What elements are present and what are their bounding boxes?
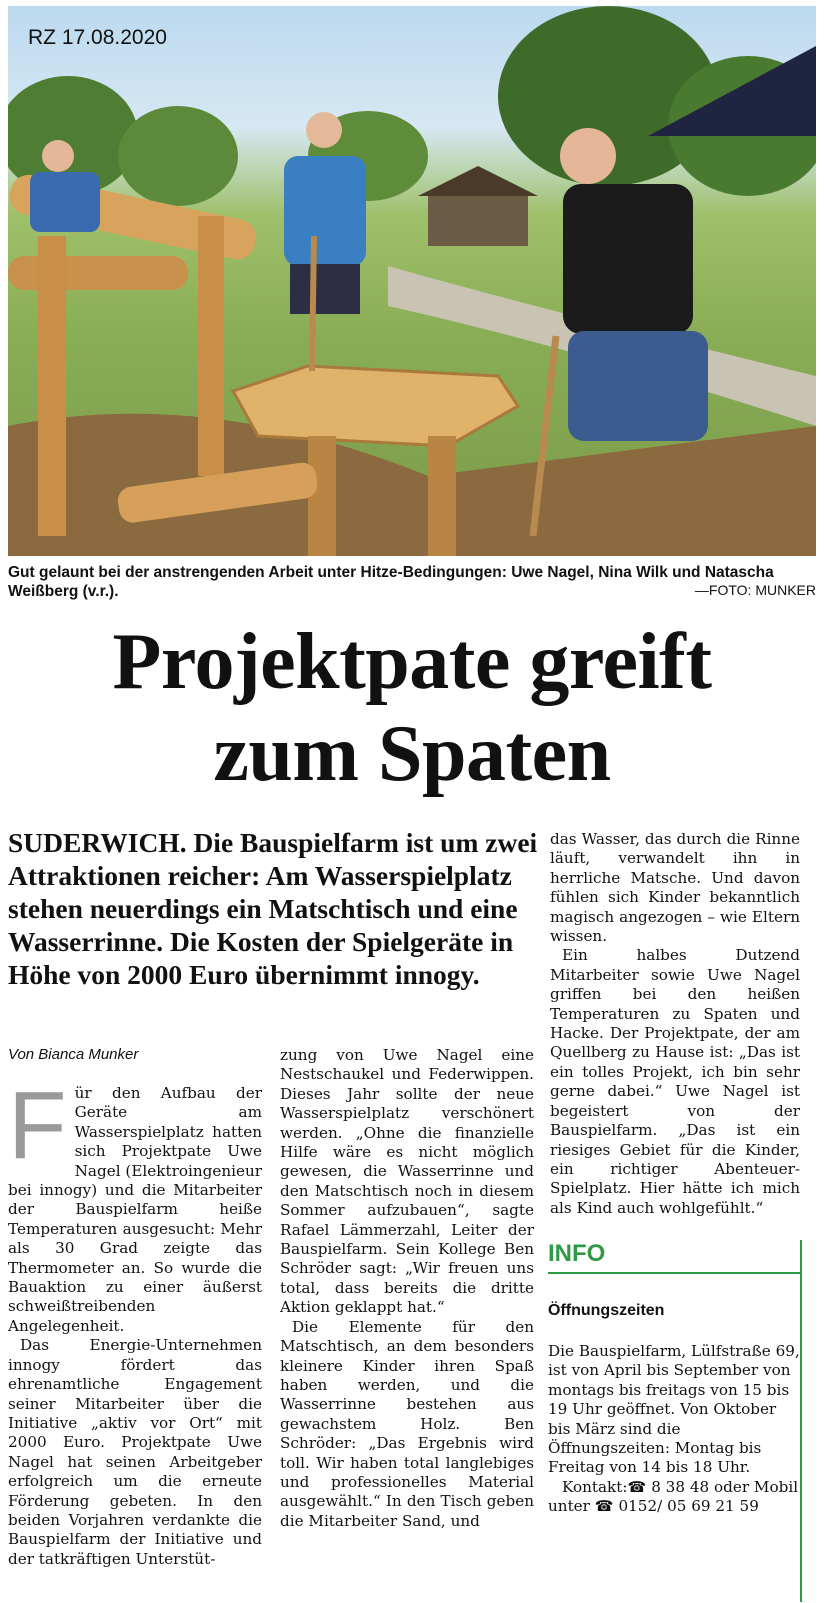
paragraph: Ein halbes Dutzend Mitarbeiter sowie Uwe Nagel griffen bei den heißen Temperaturen zu Spaten und Hacke. Der Projektpate, der am Quellberg zu Hause ist: „Das ist ein tolles Projekt, ich bin sehr gerne dabei.“ Uwe Nagel ist begeistert von der Bauspielfarm. „Das ist ein riesiges Gebiet für die Kinder, ein richtiger Abenteuer-Spielplatz. Hier hätte ich mich als Kind auch wohlgefühlt.“ [550,946,800,1217]
photo-caption: Gut gelaunt bei der anstrengenden Arbeit unter Hitze-Bedingungen: Uwe Nagel, Nina Wilk und Natascha Weißberg (v.r.). [8,564,774,600]
paragraph: zung von Uwe Nagel eine Nestschaukel und Federwippen. Dieses Jahr sollte der neue Wasserspielplatz verschönert werden. „Ohne die finanzielle Hilfe wäre es nicht möglich gewesen, die Wasserrinne und den Matschtisch noch in diesem Sommer aufzubauen“, sagte Rafael Lämmerzahl, Leiter der Bauspielfarm. Sein Kollege Ben Schröder sagt: „Wir freuen uns total, dass bereits die dritte Aktion geklappt hat.“ [280,1046,534,1317]
byline: Von Bianca Munker [8,1046,139,1063]
lead-paragraph: SUDERWICH. Die Bauspielfarm ist um zwei Attraktionen reicher: Am Wasserspielplatz stehen neuerdings ein Matschtisch und eine Wasserrinne. Die Kosten der Spielgeräte in Höhe von 2000 Euro übernimmt innogy. [8,827,538,990]
article-column-1 [8,1072,262,1569]
info-subtitle: Öffnungszeiten [548,1302,665,1319]
info-body [548,1342,800,1517]
info-box [548,1240,802,1602]
headline-line-1: Projektpate greift [112,618,712,706]
paragraph: Das Energie-Unternehmen innogy fördert das ehrenamtliche Engagement seiner Mitarbeiter über die Initiative „aktiv vor Ort“ mit 2000 Euro. Projektpate Uwe Nagel hat seinen Arbeitgeber erfolgreich um die erneute Förderung gebeten. In den beiden Vorjahren verdankte die Bauspielfarm der Initiative und der tatkräftigen Unterstüt- [8,1336,262,1568]
article-photo [8,6,816,556]
date-stamp: RZ 17.08.2020 [28,26,167,49]
info-title: INFO [548,1240,800,1274]
paragraph-text: ür den Aufbau der Geräte am Wasserspielplatz hatten sich Projektpate Uwe Nagel (Elektroingenieur bei innogy) und die Mitarbeiter der Bauspielfarm heiße Temperaturen ausgesucht: Mehr als 30 Grad zeigte das Thermometer an. So wurde die Bauaktion zu einer äußerst schweißtreibenden Angelegenheit. [8,1084,262,1335]
photo-credit: —FOTO: MUNKER [694,582,816,598]
info-paragraph: Die Bauspielfarm, Lülfstraße 69, ist von April bis September von montags bis freitags von 15 bis 19 Uhr geöffnet. Von Oktober bis März sind die Öffnungszeiten: Montag bis Freitag von 14 bis 18 Uhr. [548,1342,800,1477]
photo-illustration [8,6,816,556]
headline-line-2: zum Spaten [213,710,611,798]
info-contact: Kontakt:☎ 8 38 48 oder Mobil unter ☎ 0152/ 05 69 21 59 [548,1477,799,1516]
article-column-2 [280,1046,534,1531]
headline [0,616,824,800]
paragraph: das Wasser, das durch die Rinne läuft, verwandelt ihn in herrliche Matsche. Und davon fühlen sich Kinder bekanntlich magisch angezogen – wie Eltern wissen. [550,830,800,946]
paragraph [8,1072,262,1336]
paragraph: Die Elemente für den Matschtisch, an dem besonders kleinere Kinder ihren Spaß haben werden, und die Wasserrinne bestehen aus gewachstem Holz. Ben Schröder: „Das Ergebnis wird toll. Wir haben total langlebiges und professionelles Material ausgewählt.“ In den Tisch geben die Mitarbeiter Sand, und [280,1317,534,1530]
drop-cap: F [8,1072,67,1179]
article-column-3 [550,830,800,1218]
